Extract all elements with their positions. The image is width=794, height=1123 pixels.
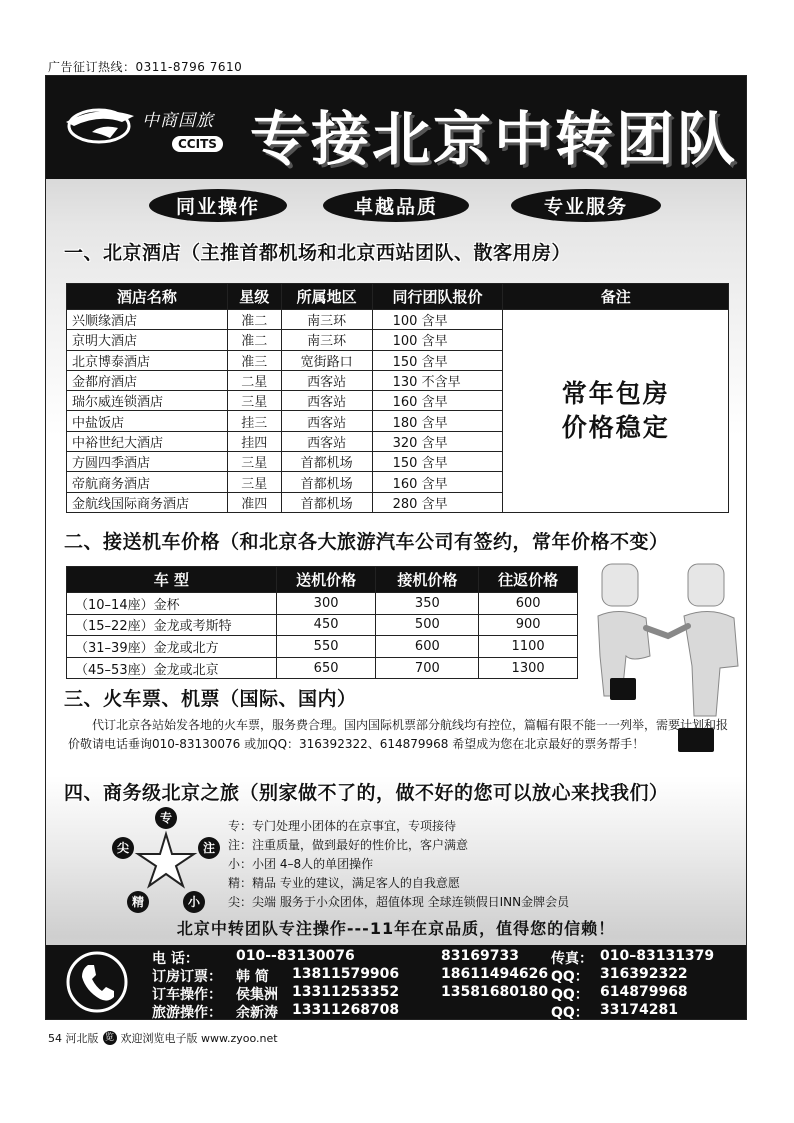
star-char-3: 小 bbox=[187, 895, 201, 909]
qq-label: QQ： bbox=[551, 1005, 589, 1020]
dropoff-price: 650 bbox=[276, 657, 376, 679]
contact-role: 旅游操作： bbox=[152, 1005, 222, 1020]
logo-plane-icon bbox=[62, 102, 136, 146]
hotel-star: 挂四 bbox=[227, 431, 281, 451]
vehicle-type: （15–22座）金龙或考斯特 bbox=[67, 614, 277, 636]
col-vehicle: 车 型 bbox=[67, 567, 277, 593]
feature-item: 尖：尖端 服务于小众团体，超值体现 全球连锁假日INN金牌会员 bbox=[228, 895, 570, 909]
pickup-price: 700 bbox=[376, 657, 479, 679]
contact-role: 订房订票： bbox=[152, 969, 222, 985]
qq-number: 316392322 bbox=[600, 966, 688, 982]
header-banner bbox=[46, 76, 746, 179]
hotel-star: 挂三 bbox=[227, 411, 281, 431]
hotel-name: 金航线国际商务酒店 bbox=[67, 492, 228, 512]
hotel-area: 首都机场 bbox=[281, 452, 372, 472]
hotel-area: 西客站 bbox=[281, 370, 372, 390]
qq-number: 614879968 bbox=[600, 984, 688, 1000]
hotel-price: 100 含早 bbox=[372, 330, 503, 350]
col-dropoff: 送机价格 bbox=[276, 567, 376, 593]
note-line-1: 常年包房 bbox=[561, 378, 670, 408]
pickup-price: 600 bbox=[376, 636, 479, 658]
hotel-price: 150 含早 bbox=[372, 350, 503, 370]
col-area: 所属地区 bbox=[281, 284, 372, 310]
fax-label: 传真： bbox=[551, 951, 593, 967]
contact-phone-2: 18611494626 bbox=[441, 966, 549, 982]
dropoff-price: 550 bbox=[276, 636, 376, 658]
contact-phone-1: 13811579906 bbox=[292, 966, 400, 982]
telephone-icon bbox=[66, 951, 128, 1013]
hotel-name: 中盐饭店 bbox=[67, 411, 228, 431]
hotel-table bbox=[66, 283, 729, 513]
tel-number-1: 010--83130076 bbox=[236, 948, 355, 964]
footer-badge-icon: 览 bbox=[103, 1031, 117, 1045]
hotel-star: 准四 bbox=[227, 492, 281, 512]
contact-phone-1: 13311268708 bbox=[292, 1002, 400, 1018]
tel-number-2: 83169733 bbox=[441, 948, 519, 964]
star-icon bbox=[106, 806, 226, 916]
ticket-description: 代订北京各站始发各地的火车票，服务费合理。国内国际机票部分航线均有控位，篇幅有限不能一一列举，需要计划和报价敬请电话垂询010-83130076 或加QQ：316392322、614879968 希望成为您在北京最好的票务帮手！ bbox=[68, 718, 729, 751]
hotel-name: 方圆四季酒店 bbox=[67, 452, 228, 472]
transfer-table-header bbox=[67, 567, 578, 593]
hotel-star: 三星 bbox=[227, 472, 281, 492]
contact-name: 余新涛 bbox=[236, 1005, 278, 1020]
hotel-name: 兴顺缘酒店 bbox=[67, 310, 228, 330]
transfer-price-table bbox=[66, 566, 578, 679]
hotel-star: 二星 bbox=[227, 370, 281, 390]
fax-number: 010–83131379 bbox=[600, 948, 715, 964]
col-price: 同行团队报价 bbox=[372, 284, 503, 310]
pill-quality: 卓越品质 bbox=[323, 189, 469, 222]
hotel-price: 160 含早 bbox=[372, 391, 503, 411]
hotel-note bbox=[503, 310, 729, 513]
footer-website-link[interactable]: 欢迎浏览电子版 www.zyoo.net bbox=[120, 1032, 278, 1045]
pickup-price: 350 bbox=[376, 593, 479, 615]
hotel-name: 北京博泰酒店 bbox=[67, 350, 228, 370]
star-char-4: 精 bbox=[131, 895, 145, 909]
hotel-star: 准三 bbox=[227, 350, 281, 370]
star-char-5: 尖 bbox=[116, 841, 130, 855]
roundtrip-price: 600 bbox=[479, 593, 578, 615]
feature-item: 精：精品 专业的建议，满足客人的自我意愿 bbox=[228, 876, 460, 890]
pill-peer-operation: 同业操作 bbox=[149, 189, 287, 222]
ad-page bbox=[45, 75, 747, 1020]
tel-label: 电 话： bbox=[152, 951, 199, 967]
dropoff-price: 450 bbox=[276, 614, 376, 636]
roundtrip-price: 900 bbox=[479, 614, 578, 636]
hotel-name: 瑞尔威连锁酒店 bbox=[67, 391, 228, 411]
logo-chinese: 中商国旅 bbox=[142, 111, 214, 131]
table-row bbox=[67, 310, 729, 330]
hotel-price: 280 含早 bbox=[372, 492, 503, 512]
dropoff-price: 300 bbox=[276, 593, 376, 615]
section-tickets-heading: 三、火车票、机票（国际、国内） bbox=[64, 688, 357, 710]
hotel-area: 南三环 bbox=[281, 310, 372, 330]
hotel-name: 金都府酒店 bbox=[67, 370, 228, 390]
table-row bbox=[67, 657, 578, 679]
col-hotel-name: 酒店名称 bbox=[67, 284, 228, 310]
contact-phone-2: 13581680180 bbox=[441, 984, 549, 1000]
ad-hotline: 广告征订热线：0311-8796 7610 bbox=[48, 60, 243, 74]
feature-item: 专：专门处理小团体的在京事宜，专项接待 bbox=[228, 819, 457, 833]
pill-service: 专业服务 bbox=[511, 189, 661, 222]
qq-label: QQ： bbox=[551, 987, 589, 1003]
hotel-area: 宽街路口 bbox=[281, 350, 372, 370]
hotel-area: 西客站 bbox=[281, 431, 372, 451]
hotel-area: 南三环 bbox=[281, 330, 372, 350]
star-char-1: 专 bbox=[159, 811, 173, 825]
col-pickup: 接机价格 bbox=[376, 567, 479, 593]
section-business-tour-heading: 四、商务级北京之旅（别家做不了的，做不好的您可以放心来找我们） bbox=[64, 782, 669, 804]
roundtrip-price: 1100 bbox=[479, 636, 578, 658]
section-hotels-heading: 一、北京酒店（主推首都机场和北京西站团队、散客用房） bbox=[64, 242, 572, 264]
hotel-price: 180 含早 bbox=[372, 411, 503, 431]
note-line-2: 价格稳定 bbox=[561, 412, 670, 442]
qq-number: 33174281 bbox=[600, 1002, 678, 1018]
hotel-name: 中裕世纪大酒店 bbox=[67, 431, 228, 451]
star-char-2: 注 bbox=[202, 841, 216, 855]
hotel-price: 150 含早 bbox=[372, 452, 503, 472]
hotel-area: 首都机场 bbox=[281, 472, 372, 492]
page-number: 54 河北版 bbox=[48, 1032, 99, 1045]
hotel-table-header bbox=[67, 284, 729, 310]
logo-english: CCITS bbox=[172, 136, 223, 152]
roundtrip-price: 1300 bbox=[479, 657, 578, 679]
hotel-area: 西客站 bbox=[281, 411, 372, 431]
hotel-price: 130 不含早 bbox=[372, 370, 503, 390]
page-footer bbox=[48, 1030, 278, 1046]
hotel-star: 准二 bbox=[227, 310, 281, 330]
contact-name: 韩 简 bbox=[236, 969, 269, 985]
hotel-area: 首都机场 bbox=[281, 492, 372, 512]
slogan: 北京中转团队专注操作---11年在京品质，值得您的信赖！ bbox=[176, 919, 616, 938]
table-row bbox=[67, 614, 578, 636]
page-title: 专接北京中转团队 bbox=[250, 105, 739, 173]
hotel-name: 帝航商务酒店 bbox=[67, 472, 228, 492]
contact-phone-1: 13311253352 bbox=[292, 984, 400, 1000]
hotel-price: 160 含早 bbox=[372, 472, 503, 492]
section-transfer-heading: 二、接送机车价格（和北京各大旅游汽车公司有签约，常年价格不变） bbox=[64, 531, 669, 553]
vehicle-type: （31–39座）金龙或北方 bbox=[67, 636, 277, 658]
hotel-name: 京明大酒店 bbox=[67, 330, 228, 350]
hotel-star: 准二 bbox=[227, 330, 281, 350]
pickup-price: 500 bbox=[376, 614, 479, 636]
hotel-price: 100 含早 bbox=[372, 310, 503, 330]
col-star: 星级 bbox=[227, 284, 281, 310]
feature-item: 小：小团 4–8人的单团操作 bbox=[228, 857, 374, 871]
col-note: 备注 bbox=[503, 284, 729, 310]
hotel-area: 西客站 bbox=[281, 391, 372, 411]
contact-role: 订车操作： bbox=[152, 987, 222, 1003]
col-roundtrip: 往返价格 bbox=[479, 567, 578, 593]
vehicle-type: （10–14座）金杯 bbox=[67, 593, 277, 615]
table-row bbox=[67, 636, 578, 658]
hotel-star: 三星 bbox=[227, 452, 281, 472]
qq-label: QQ： bbox=[551, 969, 589, 985]
contact-bar bbox=[46, 945, 746, 1020]
hotel-price: 320 含早 bbox=[372, 431, 503, 451]
contact-name: 侯集洲 bbox=[236, 987, 278, 1003]
vehicle-type: （45–53座）金龙或北京 bbox=[67, 657, 277, 679]
hotel-star: 三星 bbox=[227, 391, 281, 411]
table-row bbox=[67, 593, 578, 615]
feature-item: 注：注重质量，做到最好的性价比，客户满意 bbox=[228, 838, 469, 852]
